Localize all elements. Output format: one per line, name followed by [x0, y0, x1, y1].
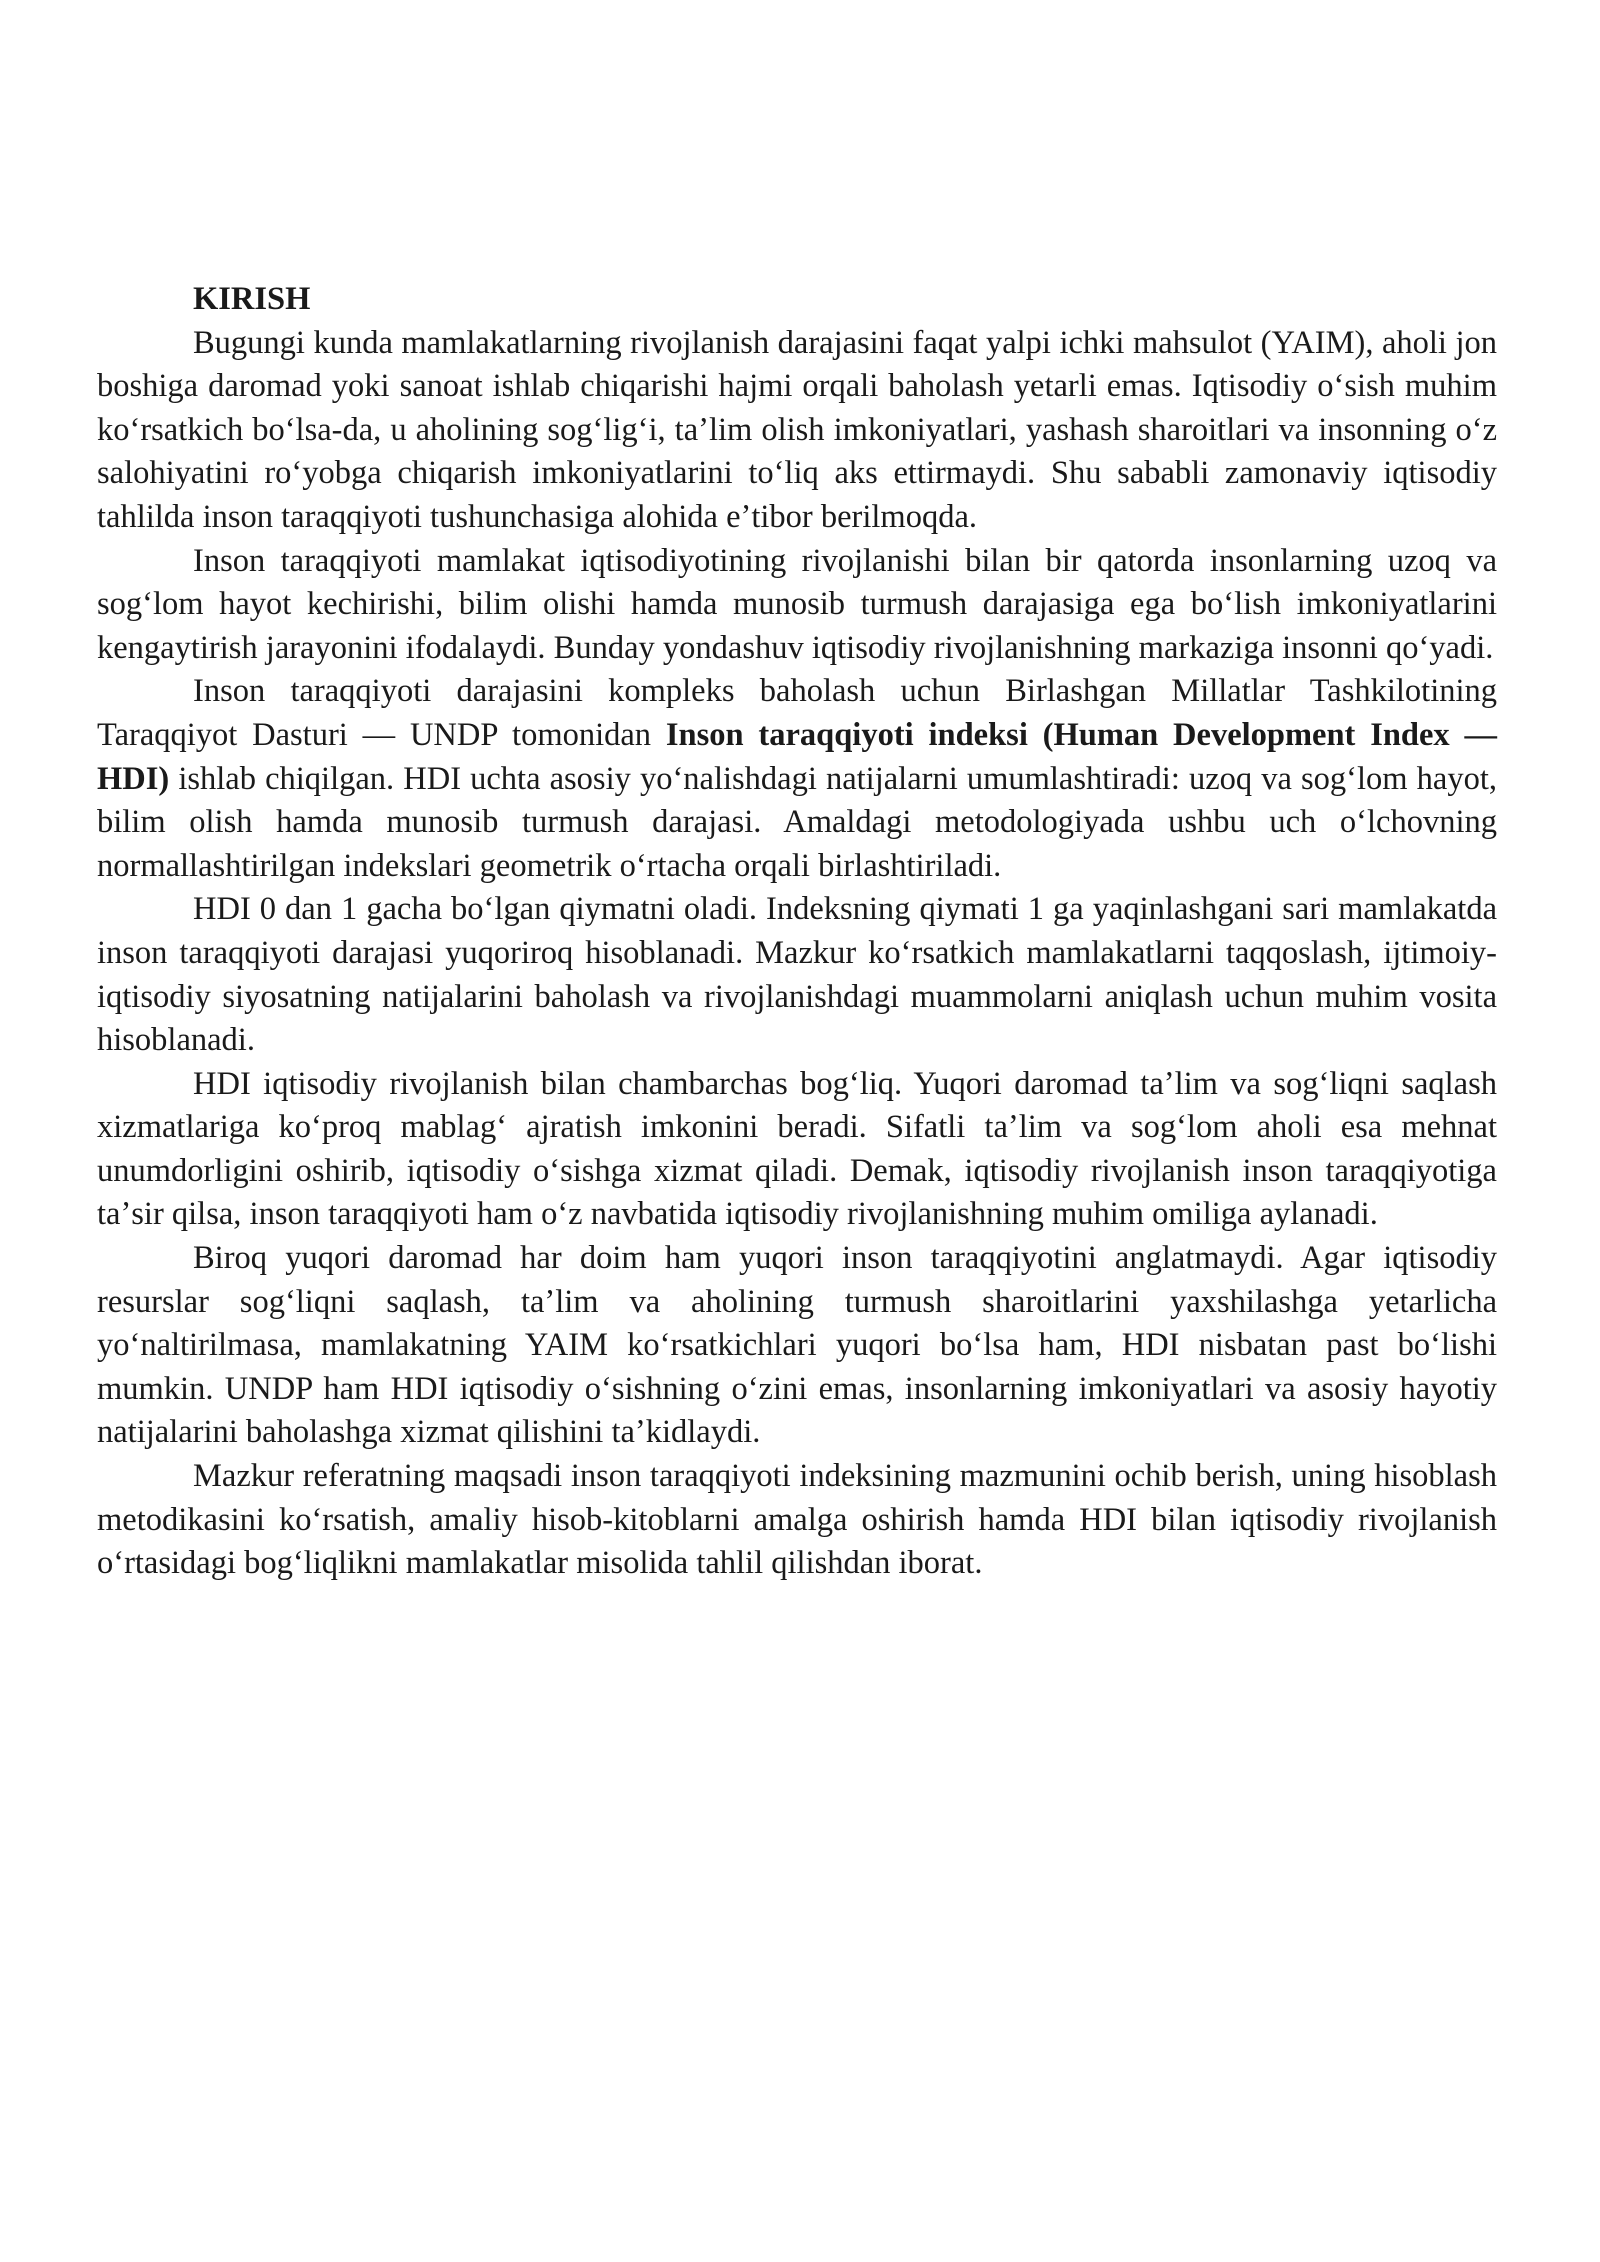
paragraph-text: Inson taraqqiyoti darajasini kompleks baholash uchun Birlashgan Millatlar Tashkilotining Taraqqiyot Dasturi — UNDP tomonidan	[97, 673, 1497, 753]
paragraph: HDI iqtisodiy rivojlanish bilan chambarchas bogʻliq. Yuqori daromad taʼlim va sogʻliqni saqlash xizmatlariga koʻproq mablagʻ ajratish imkonini beradi. Sifatli taʼlim va sogʻlom aholi esa mehnat unumdorligini oshirib, iqtisodiy oʻsishga xizmat qiladi. Demak, iqtisodiy rivojlanish inson taraqqiyotiga taʼsir qilsa, inson taraqqiyoti ham oʻz navbatida iqtisodiy rivojlanishning muhim omiliga aylanadi.	[97, 1065, 1497, 1233]
section-heading: KIRISH	[193, 281, 311, 317]
paragraph: Biroq yuqori daromad har doim ham yuqori inson taraqqiyotini anglatmaydi. Agar iqtisodiy resurslar sogʻliqni saqlash, taʼlim va aholining turmush sharoitlarini yaxshilashga yetarlicha yoʻnaltirilmasa, mamlakatning YAIM koʻrsatkichlari yuqori boʻlsa ham, HDI nisbatan past boʻlishi mumkin. UNDP ham HDI iqtisodiy oʻsishning oʻzini emas, insonlarning imkoniyatlari va asosiy hayotiy natijalarini baholashga xizmat qilishini taʼkidlaydi.	[97, 1240, 1497, 1451]
document-page	[97, 278, 1497, 1586]
paragraph: Inson taraqqiyoti mamlakat iqtisodiyotining rivojlanishi bilan bir qatorda insonlarning uzoq va sogʻlom hayot kechirishi, bilim olishi hamda munosib turmush darajasiga ega boʻlish imkoniyatlarini kengaytirish jarayonini ifodalaydi. Bunday yondashuv iqtisodiy rivojlanishning markaziga insonni qoʻyadi.	[97, 542, 1497, 666]
paragraph-text: ishlab chiqilgan. HDI uchta asosiy yoʻnalishdagi natijalarni umumlashtiradi: uzoq va sogʻlom hayot, bilim olish hamda munosib turmush darajasi. Amaldagi metodologiyada ushbu uch oʻlchovning normallashtirilgan indekslari geometrik oʻrtacha orqali birlashtiriladi.	[97, 760, 1497, 884]
bold-term: Inson taraqqiyoti indeksi (Human Development Index — HDI)	[97, 716, 1497, 797]
paragraph: HDI 0 dan 1 gacha boʻlgan qiymatni oladi. Indeksning qiymati 1 ga yaqinlashgani sari mamlakatda inson taraqqiyoti darajasi yuqoriroq hisoblanadi. Mazkur koʻrsatkich mamlakatlarni taqqoslash, ijtimoiy-iqtisodiy siyosatning natijalarini baholash va rivojlanishdagi muammolarni aniqlash uchun muhim vosita hisoblanadi.	[97, 891, 1497, 1059]
paragraph	[97, 670, 1497, 888]
paragraph: Bugungi kunda mamlakatlarning rivojlanish darajasini faqat yalpi ichki mahsulot (YAIM), aholi jon boshiga daromad yoki sanoat ishlab chiqarishi hajmi orqali baholash yetarli emas. Iqtisodiy oʻsish muhim koʻrsatkich boʻlsa-da, u aholining sogʻligʻi, taʼlim olish imkoniyatlari, yashash sharoitlari va insonning oʻz salohiyatini roʻyobga chiqarish imkoniyatlarini toʻliq aks ettirmaydi. Shu sababli zamonaviy iqtisodiy tahlilda inson taraqqiyoti tushunchasiga alohida eʼtibor berilmoqda.	[97, 324, 1497, 535]
paragraph: Mazkur referatning maqsadi inson taraqqiyoti indeksining mazmunini ochib berish, uning hisoblash metodikasini koʻrsatish, amaliy hisob-kitoblarni amalga oshirish hamda HDI bilan iqtisodiy rivojlanish oʻrtasidagi bogʻliqlikni mamlakatlar misolida tahlil qilishdan iborat.	[97, 1458, 1497, 1582]
